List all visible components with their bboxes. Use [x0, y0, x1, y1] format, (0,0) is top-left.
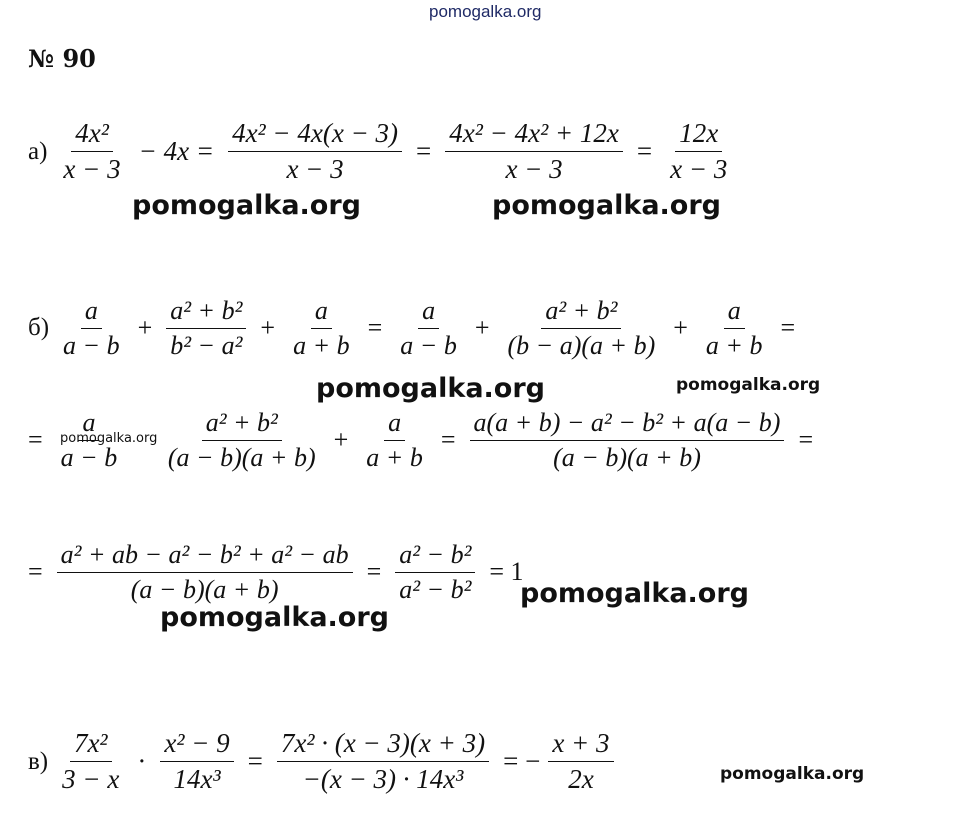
equals-sign: = [798, 425, 814, 455]
watermark: pomogalka.org [492, 190, 721, 221]
numerator: x² − 9 [160, 728, 233, 762]
numerator: a [384, 408, 405, 441]
denominator: (b − a)(a + b) [507, 330, 656, 360]
dot-operator: · [137, 746, 147, 777]
numerator: a² + b² [541, 296, 621, 329]
fraction [289, 296, 354, 361]
numerator: a² + ab − a² − b² + a² − ab [57, 540, 353, 573]
equals-minus: = − [503, 746, 541, 777]
watermark: pomogalka.org [60, 431, 158, 446]
fraction [396, 296, 461, 361]
fraction [164, 408, 320, 473]
equals-sign: = [780, 313, 796, 343]
denominator: a + b [293, 330, 350, 360]
fraction [277, 728, 489, 795]
equals-sign: = [366, 557, 382, 587]
denominator: a − b [400, 330, 457, 360]
numerator: a [724, 296, 745, 329]
numerator: a² − b² [395, 540, 475, 573]
numerator: a [311, 296, 332, 329]
numerator: a(a + b) − a² − b² + a(a − b) [470, 408, 785, 441]
numerator: 4x² − 4x(x − 3) [228, 118, 402, 152]
numerator: a² + b² [202, 408, 282, 441]
equation-part-v [28, 728, 620, 795]
denominator: x − 3 [286, 154, 344, 185]
equals-sign: = [367, 313, 383, 343]
part-b-label: б) [28, 314, 50, 342]
watermark: pomogalka.org [316, 373, 545, 404]
equals-sign: = [416, 136, 432, 167]
fraction [362, 408, 427, 473]
fraction [228, 118, 402, 185]
watermark: pomogalka.org [160, 602, 389, 633]
equals-sign: = [440, 425, 456, 455]
fraction [58, 728, 123, 795]
equation-part-b-line3 [28, 540, 532, 605]
fraction [57, 540, 353, 605]
watermark: pomogalka.org [676, 375, 821, 395]
fraction [666, 118, 731, 185]
denominator: x − 3 [63, 154, 121, 185]
equals-sign: = [28, 425, 43, 455]
problem-number: № 90 [28, 44, 96, 73]
denominator: a − b [63, 330, 120, 360]
fraction [59, 118, 124, 185]
part-a-label: а) [28, 137, 48, 165]
numerator: 7x² [70, 728, 112, 762]
site-header-link[interactable]: pomogalka.org [429, 2, 542, 21]
numerator: a² + b² [166, 296, 246, 329]
numerator: 4x² [71, 118, 113, 152]
numerator: a [78, 408, 99, 441]
fraction [160, 728, 233, 795]
plus-sign: + [260, 313, 276, 343]
fraction [470, 408, 785, 473]
numerator: 7x² · (x − 3)(x + 3) [277, 728, 489, 762]
fraction [548, 728, 613, 795]
part-v-label: в) [28, 747, 49, 775]
minus-term: − 4x = [138, 136, 215, 167]
numerator: x + 3 [548, 728, 613, 762]
fraction [702, 296, 767, 361]
equation-part-b-line1 [28, 296, 803, 361]
fraction [59, 296, 124, 361]
numerator: a [418, 296, 439, 329]
fraction [395, 540, 475, 605]
denominator: a + b [366, 442, 423, 472]
fraction [504, 296, 660, 361]
plus-sign: + [673, 313, 688, 343]
plus-sign: + [137, 313, 153, 343]
denominator: (a − b)(a + b) [553, 442, 701, 472]
denominator: 3 − x [62, 764, 120, 795]
denominator: 14x³ [173, 764, 221, 795]
denominator: x − 3 [670, 154, 728, 185]
denominator: 2x [568, 764, 594, 795]
watermark: pomogalka.org [520, 578, 749, 609]
denominator: b² − a² [170, 330, 243, 360]
plus-sign: + [474, 313, 490, 343]
denominator: a² − b² [399, 574, 472, 604]
watermark: pomogalka.org [720, 764, 865, 784]
equals-sign: = [28, 557, 43, 587]
equals-sign: = [636, 136, 653, 167]
fraction [166, 296, 246, 361]
denominator: a + b [705, 330, 763, 360]
result: = 1 [489, 557, 524, 587]
denominator: x − 3 [505, 154, 563, 185]
numerator: 4x² − 4x² + 12x [445, 118, 623, 152]
denominator: (a − b)(a + b) [130, 574, 279, 604]
equals-sign: = [247, 746, 263, 777]
fraction [445, 118, 623, 185]
denominator: −(x − 3) · 14x³ [302, 764, 464, 795]
plus-sign: + [333, 425, 349, 455]
watermark: pomogalka.org [132, 190, 361, 221]
denominator: (a − b)(a + b) [167, 442, 316, 472]
denominator: a − b [60, 442, 118, 472]
numerator: 12x [675, 118, 722, 152]
numerator: a [81, 296, 102, 329]
equation-part-a [28, 118, 737, 185]
